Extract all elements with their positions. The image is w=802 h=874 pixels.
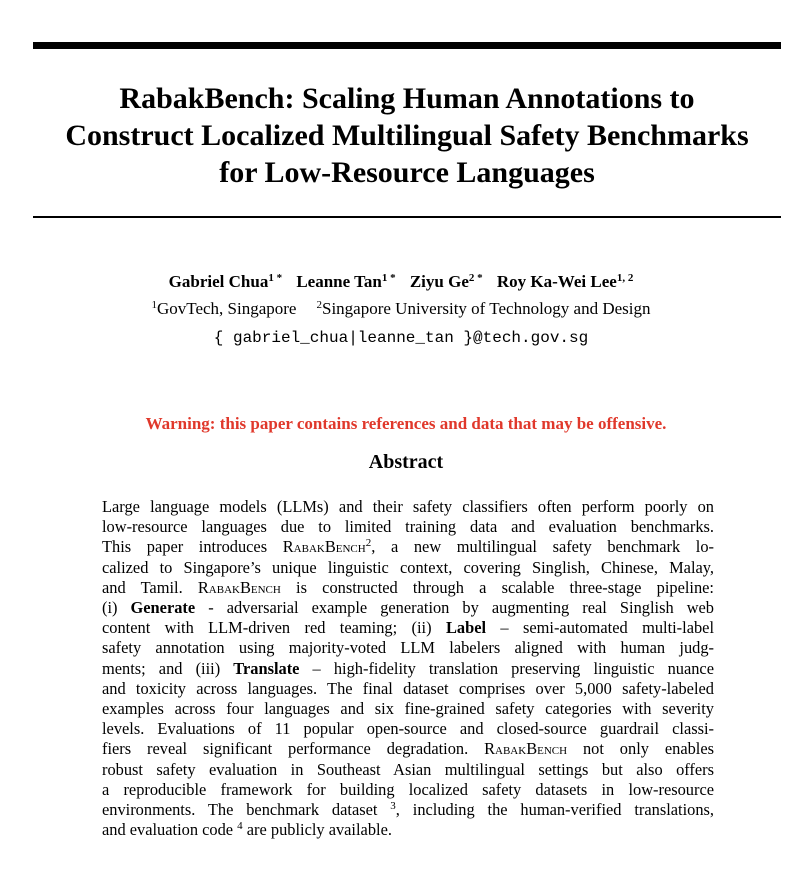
author-name: Roy Ka-Wei Lee <box>496 272 617 291</box>
footnote-mark: 4 <box>237 820 243 833</box>
abstract-line: (i) Generate - adversarial example generation by augmenting real Singlish web <box>102 598 714 618</box>
benchmark-name: RabakBench <box>197 577 281 597</box>
author-name: Ziyu Ge <box>409 272 469 291</box>
abstract-line: and evaluation code $^4$ are publicly available. <box>102 820 392 840</box>
abstract-line: ments; and (iii) Translate – high-fidelity translation preserving linguistic nuance <box>102 658 714 678</box>
author-sup: 1 * <box>381 272 396 284</box>
abstract-line: environments. The benchmark dataset $^3$, including the human-verified translations, <box>102 800 714 820</box>
author <box>497 272 633 291</box>
abstract-line: a reproducible framework for building localized safety datasets in low-resource <box>102 779 714 799</box>
stage-generate: Generate <box>130 598 196 618</box>
abstract-line: and Tamil. RabakBench is constructed through a scalable three-stage pipeline: <box>102 577 714 597</box>
abstract-line: and toxicity across languages. The final dataset comprises over 5,000 safety-labeled <box>102 678 714 698</box>
author-sup: 1 * <box>268 272 283 284</box>
abstract-line: fiers reveal significant performance degradation. RabakBench not only enables <box>102 739 714 759</box>
abstract-heading: Abstract <box>368 451 444 473</box>
title-line-1: RabakBench: Scaling Human Annotations to <box>119 82 695 115</box>
affiliation-sup: 2 <box>316 299 322 311</box>
benchmark-name: RabakBench <box>484 739 568 759</box>
stage-translate: Translate <box>233 658 300 678</box>
abstract-line: calized to Singapore’s unique linguistic context, covering Singlish, Chinese, Malay, <box>102 557 714 577</box>
author-name: Gabriel Chua <box>168 272 269 291</box>
author-name: Leanne Tan <box>296 272 382 291</box>
author <box>169 272 282 291</box>
author-list <box>0 272 802 292</box>
abstract-line: Large language models (LLMs) and their safety classifiers often perform poorly on <box>102 497 714 516</box>
benchmark-name: RabakBench <box>282 537 366 557</box>
abstract-line: levels. Evaluations of 11 popular open-source and closed-source guardrail classi- <box>102 719 714 739</box>
affiliation-sup: 1 <box>151 299 157 311</box>
abstract-line: low-resource languages due to limited training data and evaluation benchmarks. <box>102 517 714 537</box>
abstract-line: examples across four languages and six fine-grained safety categories with severity <box>102 699 714 719</box>
title-line-2: Construct Localized Multilingual Safety Benchmarks <box>65 119 749 152</box>
abstract-line: safety annotation using majority-voted LLM labelers aligned with human judg- <box>102 638 714 658</box>
affiliation-name: Singapore University of Technology and Design <box>321 299 651 318</box>
affiliation-name: GovTech, Singapore <box>156 299 297 318</box>
abstract-line: content with LLM-driven red teaming; (ii) Label – semi-automated multi-label <box>102 618 714 638</box>
author-sup: 1, 2 <box>616 272 634 284</box>
title-rule <box>33 216 781 218</box>
affiliations <box>0 299 802 319</box>
footnote-mark: 3 <box>390 800 396 813</box>
stage-label: Label <box>445 618 487 638</box>
paper-title <box>20 80 794 191</box>
abstract-line: This paper introduces RabakBench$^2$, a new multilingual safety benchmark lo- <box>102 537 714 557</box>
author <box>410 272 483 291</box>
abstract-line: robust safety evaluation in Southeast Asian multilingual settings but also offers <box>102 759 714 779</box>
author <box>296 272 395 291</box>
author-email: { gabriel_chua|leanne_tan }@tech.gov.sg <box>213 329 589 347</box>
content-warning: Warning: this paper contains references and data that may be offensive. <box>145 414 667 433</box>
title-line-3: for Low-Resource Languages <box>219 156 595 189</box>
abstract-body <box>102 497 714 840</box>
footnote-mark: 2 <box>365 537 372 550</box>
top-rule <box>33 42 781 49</box>
author-sup: 2 * <box>468 272 483 284</box>
